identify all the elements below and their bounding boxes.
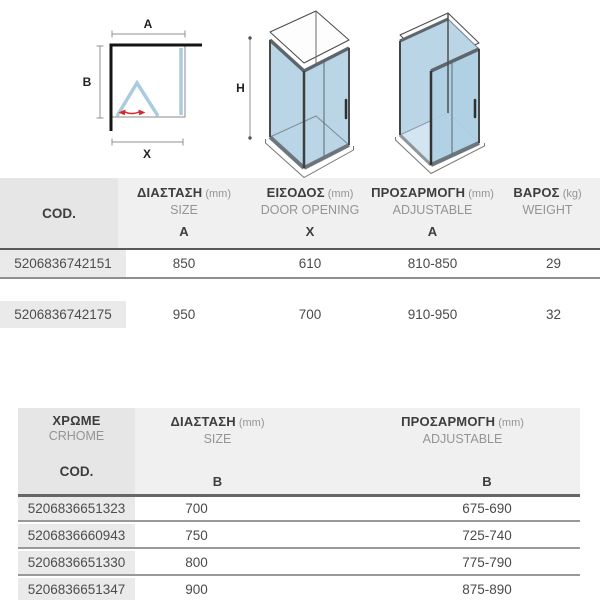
chrome-en-label: CRHOME: [48, 429, 105, 443]
table-row: [18, 551, 580, 574]
col-header-size-en: SIZE: [203, 432, 232, 446]
dim-h-end: [248, 36, 251, 39]
door-swing-arrow: [124, 112, 140, 114]
row-size: 750: [185, 528, 208, 543]
table-row: [0, 250, 600, 277]
row-adjustable: 810-850: [407, 256, 458, 271]
table-row: [0, 301, 600, 328]
col-subheader-adjustable: A: [427, 224, 438, 239]
side-panel-table: [18, 408, 580, 600]
dim-a-label: A: [143, 17, 153, 31]
row-code: 5206836742175: [0, 301, 126, 328]
row-weight: 32: [545, 307, 562, 322]
col-header-opening: [250, 184, 370, 244]
col-header-size-line1: ΔΙΑΣΤΑΣΗ (mm): [137, 185, 231, 200]
row-divider: [0, 277, 600, 279]
row-code: 5206836651347: [18, 578, 135, 600]
row-divider: [18, 520, 580, 522]
cod-label: COD.: [59, 464, 94, 479]
chrome-label: ΧΡΩΜΕ: [52, 413, 101, 428]
table-row: [18, 578, 580, 600]
col-header-opening-line1: ΕΙΣΟΔΟΣ (mm): [266, 185, 354, 200]
row-size: 850: [172, 256, 196, 271]
col-header-adjustable: [370, 184, 495, 244]
row-opening: 700: [298, 307, 322, 322]
row-divider: [18, 547, 580, 549]
col-header-cod: COD.: [42, 205, 76, 221]
row-adjustable: 725-740: [462, 528, 512, 543]
row-code: 5206836742151: [0, 250, 126, 277]
col-header-opening-en: DOOR OPENING: [260, 203, 360, 217]
row-adjustable: 875-890: [462, 582, 512, 597]
main-spec-table: [0, 178, 600, 330]
dim-h-label: H: [236, 81, 245, 95]
row-adjustable: 910-950: [407, 307, 458, 322]
col-header-size: [135, 413, 300, 494]
row-code: 5206836660943: [18, 524, 135, 547]
row-divider: [18, 574, 580, 576]
corner-3d-diagram: [390, 5, 500, 180]
row-size: 700: [185, 501, 208, 516]
col-header-adjustable-line1: ΠΡΟΣΑΡΜΟΓΗ (mm): [401, 414, 524, 429]
row-code: 5206836651323: [18, 497, 135, 520]
col-header-adjustable-en: ADJUSTABLE: [392, 203, 473, 217]
col-header-weight: [495, 184, 600, 244]
table-row: [18, 497, 580, 520]
col-header-adjustable-en: ADJUSTABLE: [422, 432, 503, 446]
col-header-size-line1: ΔΙΑΣΤΑΣΗ (mm): [170, 414, 265, 429]
table-row: [18, 524, 580, 547]
row-size: 800: [185, 555, 208, 570]
dim-x-label: X: [142, 147, 152, 161]
row-adjustable: 775-790: [462, 555, 512, 570]
dim-h-end: [248, 136, 251, 139]
col-subheader-size: A: [179, 224, 189, 239]
col-header-size: [118, 184, 250, 244]
col-subheader-adjustable: B: [482, 474, 492, 489]
row-weight: 29: [545, 256, 562, 271]
dim-b-label: B: [82, 75, 92, 89]
front-3d-diagram: [235, 0, 370, 180]
row-size: 900: [185, 582, 208, 597]
col-header-chrome-cod: [18, 413, 135, 494]
row-opening: 610: [298, 256, 322, 271]
row-adjustable: 675-690: [462, 501, 512, 516]
row-code: 5206836651330: [18, 551, 135, 574]
col-header-weight-line1: ΒΑΡΟΣ (kg): [513, 185, 582, 200]
col-header-adjustable: [300, 413, 580, 494]
col-subheader-size: B: [212, 474, 223, 489]
arrowhead-right: [139, 110, 146, 116]
col-header-size-en: SIZE: [170, 203, 198, 217]
col-header-weight-en: WEIGHT: [522, 203, 573, 217]
col-header-adjustable-line1: ΠΡΟΣΑΡΜΟΓΗ (mm): [371, 185, 494, 200]
col-subheader-opening: X: [305, 224, 315, 239]
top-view-diagram: [80, 15, 210, 163]
row-size: 950: [172, 307, 196, 322]
